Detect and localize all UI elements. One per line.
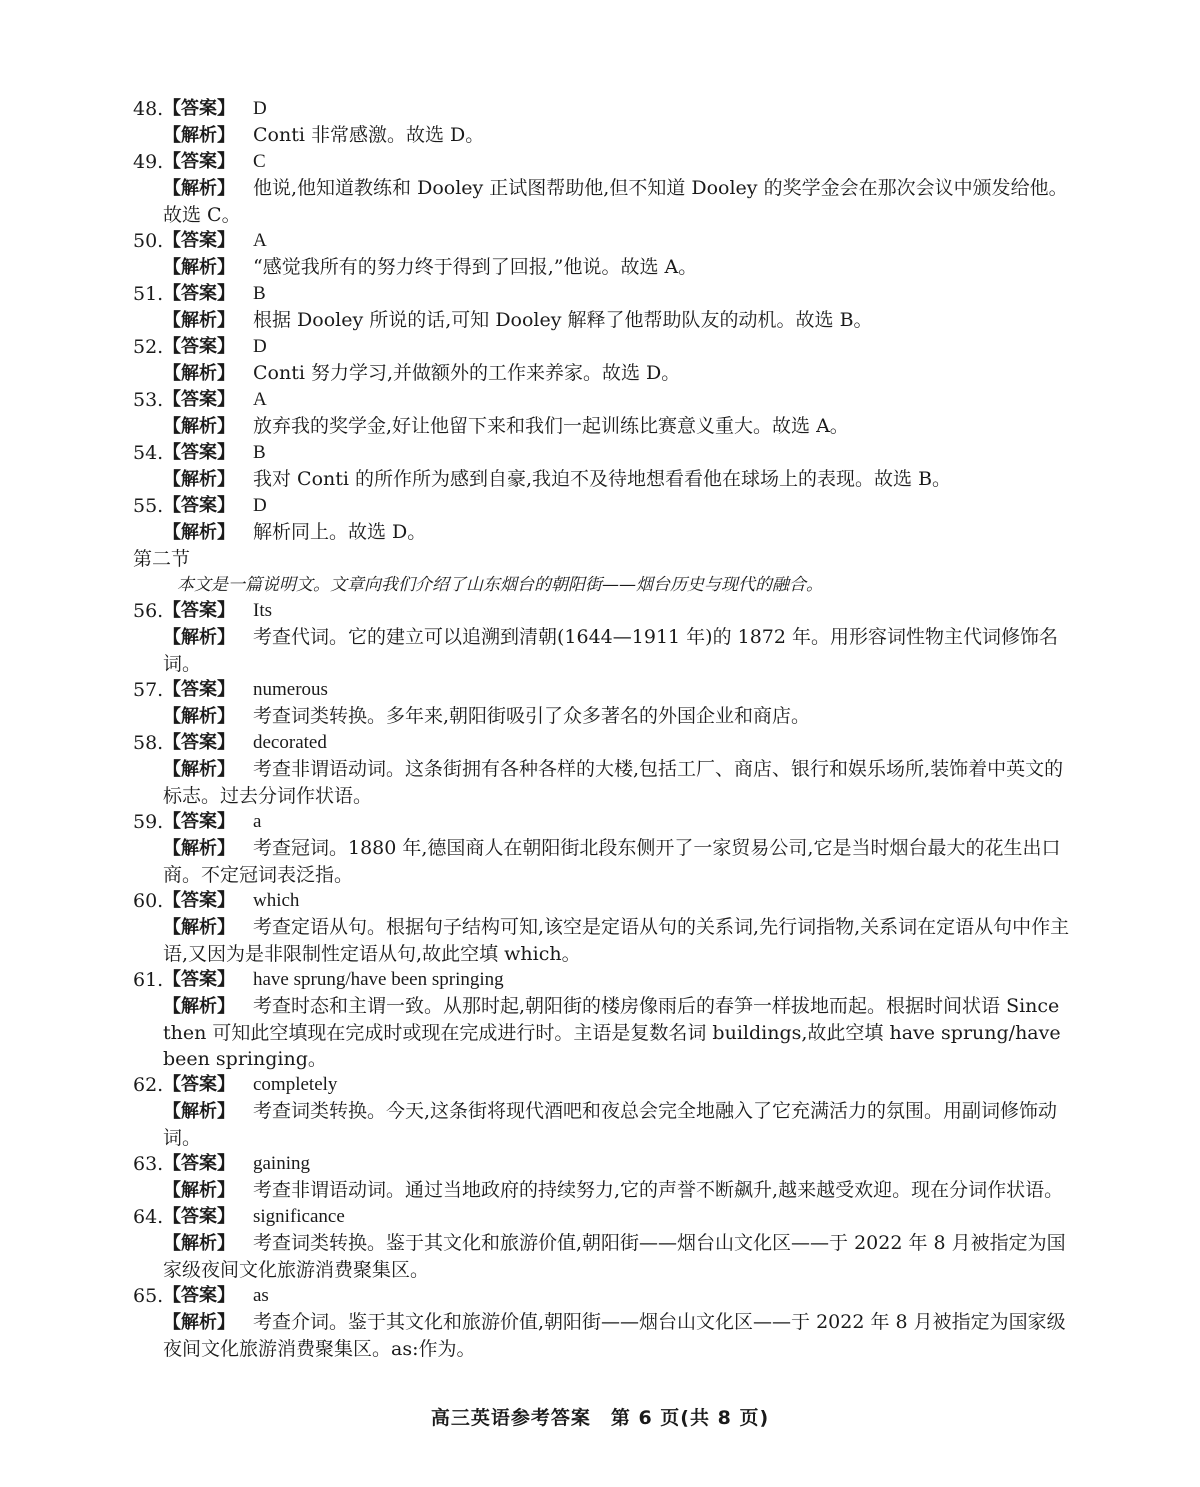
explanation-label: 【解析】 — [163, 627, 235, 648]
explanation-block — [163, 756, 1073, 809]
explanation-text: 放弃我的奖学金,好让他留下来和我们一起训练比赛意义重大。故选 A。 — [253, 415, 849, 437]
question-item — [133, 440, 1073, 493]
explanation-text: 考查非谓语动词。通过当地政府的持续努力,它的声誉不断飙升,越来越受欢迎。现在分词作状语。 — [253, 1179, 1064, 1201]
question-number: 61. — [133, 969, 164, 991]
answer-row — [133, 493, 1073, 519]
answer-row — [133, 1204, 1073, 1230]
answer-label: 【答案】 — [163, 600, 235, 621]
answer-row — [133, 334, 1073, 360]
explanation-label: 【解析】 — [163, 1101, 235, 1122]
answer-value: completely — [253, 1074, 338, 1095]
explanation-block — [163, 519, 1073, 546]
explanation-text: 考查词类转换。多年来,朝阳街吸引了众多著名的外国企业和商店。 — [253, 705, 811, 727]
explanation-row — [133, 466, 1073, 493]
explanation-row — [133, 360, 1073, 387]
explanation-row — [133, 1309, 1073, 1362]
explanation-block — [163, 254, 1073, 281]
section-intro: 本文是一篇说明文。文章向我们介绍了山东烟台的朝阳街——烟台历史与现代的融合。 — [177, 575, 823, 595]
explanation-block — [163, 914, 1073, 967]
answer-row — [133, 149, 1073, 175]
explanation-row — [133, 703, 1073, 730]
answer-value: B — [253, 283, 266, 304]
explanation-label: 【解析】 — [163, 759, 235, 780]
explanation-block — [163, 1309, 1073, 1362]
answer-row — [133, 228, 1073, 254]
page-footer: 高三英语参考答案 第 6 页(共 8 页) — [430, 1407, 770, 1429]
answer-row — [133, 1072, 1073, 1098]
answer-label: 【答案】 — [163, 679, 235, 700]
explanation-row — [133, 519, 1073, 546]
answer-value: a — [253, 811, 262, 832]
explanation-text: 考查词类转换。今天,这条街将现代酒吧和夜总会完全地融入了它充满活力的氛围。用副词修饰动词。 — [163, 1100, 1058, 1149]
answer-list-section-two — [133, 598, 1073, 1362]
question-item — [133, 96, 1073, 149]
answer-label: 【答案】 — [163, 811, 235, 832]
answer-row — [133, 1283, 1073, 1309]
explanation-text: 我对 Conti 的所作所为感到自豪,我迫不及待地想看看他在球场上的表现。故选 B。 — [253, 468, 952, 490]
explanation-text: 考查冠词。1880 年,德国商人在朝阳街北段东侧开了一家贸易公司,它是当时烟台最大的花生出口商。不定冠词表泛指。 — [163, 837, 1061, 886]
answer-row — [133, 1151, 1073, 1177]
answer-label: 【答案】 — [163, 283, 235, 304]
explanation-text: Conti 努力学习,并做额外的工作来养家。故选 D。 — [253, 362, 681, 384]
explanation-label: 【解析】 — [163, 706, 235, 727]
explanation-block — [163, 703, 1073, 730]
explanation-block — [163, 413, 1073, 440]
question-item — [133, 281, 1073, 334]
answer-value: gaining — [253, 1153, 310, 1174]
explanation-block — [163, 466, 1073, 493]
answer-row — [133, 387, 1073, 413]
question-number: 53. — [133, 389, 164, 411]
answer-value: B — [253, 442, 266, 463]
explanation-row — [133, 307, 1073, 334]
explanation-label: 【解析】 — [163, 416, 235, 437]
answer-value: D — [253, 336, 267, 357]
answer-label: 【答案】 — [163, 98, 235, 119]
question-item — [133, 730, 1073, 809]
explanation-block — [163, 993, 1073, 1072]
answer-label: 【答案】 — [163, 1206, 235, 1227]
answer-value: A — [253, 230, 267, 251]
answer-row — [133, 888, 1073, 914]
answer-label: 【答案】 — [163, 1285, 235, 1306]
answer-label: 【答案】 — [163, 969, 235, 990]
answer-label: 【答案】 — [163, 732, 235, 753]
question-item — [133, 228, 1073, 281]
explanation-label: 【解析】 — [163, 917, 235, 938]
explanation-row — [133, 122, 1073, 149]
question-item — [133, 149, 1073, 228]
question-number: 49. — [133, 151, 164, 173]
explanation-row — [133, 1098, 1073, 1151]
explanation-block — [163, 122, 1073, 149]
explanation-block — [163, 307, 1073, 334]
explanation-row — [133, 1177, 1073, 1204]
question-item — [133, 888, 1073, 967]
question-number: 64. — [133, 1206, 164, 1228]
question-number: 57. — [133, 679, 164, 701]
question-number: 55. — [133, 495, 164, 517]
explanation-row — [133, 254, 1073, 281]
question-item — [133, 967, 1073, 1072]
question-number: 54. — [133, 442, 164, 464]
question-number: 48. — [133, 98, 164, 120]
explanation-block — [163, 1177, 1073, 1204]
answer-row — [133, 281, 1073, 307]
explanation-block — [163, 175, 1073, 228]
explanation-label: 【解析】 — [163, 522, 235, 543]
question-item — [133, 677, 1073, 730]
question-number: 62. — [133, 1074, 164, 1096]
question-number: 52. — [133, 336, 164, 358]
answer-label: 【答案】 — [163, 389, 235, 410]
question-number: 58. — [133, 732, 164, 754]
explanation-label: 【解析】 — [163, 996, 235, 1017]
explanation-block — [163, 1230, 1073, 1283]
explanation-row — [133, 624, 1073, 677]
explanation-label: 【解析】 — [163, 310, 235, 331]
question-item — [133, 1283, 1073, 1362]
question-item — [133, 1204, 1073, 1283]
answer-row — [133, 730, 1073, 756]
explanation-text: 考查词类转换。鉴于其文化和旅游价值,朝阳街——烟台山文化区——于 2022 年 8 月被指定为国家级夜间文化旅游消费聚集区。 — [163, 1232, 1066, 1281]
explanation-label: 【解析】 — [163, 1180, 235, 1201]
answer-row — [133, 598, 1073, 624]
explanation-label: 【解析】 — [163, 178, 235, 199]
explanation-text: 考查定语从句。根据句子结构可知,该空是定语从句的关系词,先行词指物,关系词在定语从句中作主语,又因为是非限制性定语从句,故此空填 which。 — [163, 916, 1070, 965]
answer-value: A — [253, 389, 267, 410]
explanation-text: 考查介词。鉴于其文化和旅游价值,朝阳街——烟台山文化区——于 2022 年 8 月被指定为国家级夜间文化旅游消费聚集区。as:作为。 — [163, 1311, 1066, 1360]
answer-value: as — [253, 1285, 269, 1306]
explanation-row — [133, 413, 1073, 440]
answer-value: which — [253, 890, 300, 911]
explanation-row — [133, 175, 1073, 228]
answer-row — [133, 677, 1073, 703]
answer-value: Its — [253, 600, 272, 621]
answer-value: have sprung/have been springing — [253, 969, 504, 990]
explanation-label: 【解析】 — [163, 1312, 235, 1333]
explanation-label: 【解析】 — [163, 1233, 235, 1254]
explanation-row — [133, 993, 1073, 1072]
explanation-row — [133, 1230, 1073, 1283]
question-number: 51. — [133, 283, 164, 305]
question-item — [133, 387, 1073, 440]
explanation-text: 根据 Dooley 所说的话,可知 Dooley 解释了他帮助队友的动机。故选 B。 — [253, 309, 873, 331]
answer-label: 【答案】 — [163, 442, 235, 463]
explanation-text: 考查代词。它的建立可以追溯到清朝(1644—1911 年)的 1872 年。用形容词性物主代词修饰名词。 — [163, 626, 1059, 675]
explanation-text: 考查非谓语动词。这条街拥有各种各样的大楼,包括工厂、商店、银行和娱乐场所,装饰着中英文的标志。过去分词作状语。 — [163, 758, 1064, 807]
question-item — [133, 334, 1073, 387]
question-item — [133, 493, 1073, 546]
explanation-text: “感觉我所有的努力终于得到了回报,”他说。故选 A。 — [253, 256, 698, 278]
explanation-block — [163, 624, 1073, 677]
explanation-label: 【解析】 — [163, 838, 235, 859]
explanation-label: 【解析】 — [163, 469, 235, 490]
explanation-text: Conti 非常感激。故选 D。 — [253, 124, 485, 146]
explanation-block — [163, 360, 1073, 387]
question-number: 60. — [133, 890, 164, 912]
answer-value: significance — [253, 1206, 345, 1227]
answer-key-document — [133, 96, 1073, 1362]
explanation-row — [133, 835, 1073, 888]
explanation-label: 【解析】 — [163, 363, 235, 384]
answer-label: 【答案】 — [163, 495, 235, 516]
answer-value: decorated — [253, 732, 327, 753]
answer-row — [133, 440, 1073, 466]
explanation-label: 【解析】 — [163, 125, 235, 146]
explanation-text: 考查时态和主谓一致。从那时起,朝阳街的楼房像雨后的春笋一样拔地而起。根据时间状语 Since then 可知此空填现在完成时或现在完成进行时。主语是复数名词 buildings,故此空填 have sprung/have been springing。 — [163, 995, 1061, 1070]
answer-label: 【答案】 — [163, 890, 235, 911]
question-number: 56. — [133, 600, 164, 622]
explanation-row — [133, 756, 1073, 809]
explanation-block — [163, 835, 1073, 888]
answer-label: 【答案】 — [163, 1153, 235, 1174]
question-item — [133, 1151, 1073, 1204]
section-title: 第二节 — [133, 548, 191, 570]
answer-value: D — [253, 495, 267, 516]
question-item — [133, 809, 1073, 888]
answer-label: 【答案】 — [163, 151, 235, 172]
question-number: 50. — [133, 230, 164, 252]
question-number: 65. — [133, 1285, 164, 1307]
answer-value: C — [253, 151, 266, 172]
question-item — [133, 1072, 1073, 1151]
answer-row — [133, 96, 1073, 122]
explanation-text: 解析同上。故选 D。 — [253, 521, 427, 543]
question-number: 59. — [133, 811, 164, 833]
explanation-row — [133, 914, 1073, 967]
explanation-text: 他说,他知道教练和 Dooley 正试图帮助他,但不知道 Dooley 的奖学金会在那次会议中颁发给他。故选 C。 — [163, 177, 1068, 226]
explanation-label: 【解析】 — [163, 257, 235, 278]
answer-list-section-one — [133, 96, 1073, 546]
question-item — [133, 598, 1073, 677]
answer-label: 【答案】 — [163, 336, 235, 357]
answer-label: 【答案】 — [163, 1074, 235, 1095]
question-number: 63. — [133, 1153, 164, 1175]
answer-row — [133, 809, 1073, 835]
answer-label: 【答案】 — [163, 230, 235, 251]
answer-row — [133, 967, 1073, 993]
answer-value: numerous — [253, 679, 328, 700]
answer-value: D — [253, 98, 267, 119]
explanation-block — [163, 1098, 1073, 1151]
